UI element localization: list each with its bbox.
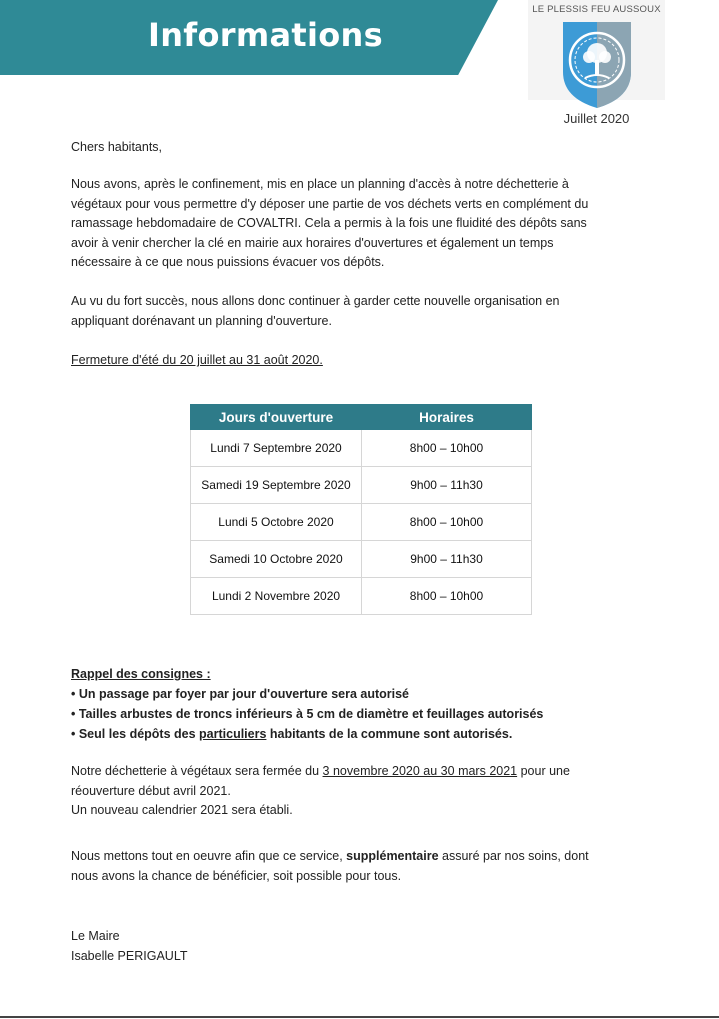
rule-item: • Tailles arbustes de troncs inférieurs à 5 cm de diamètre et feuillages autorisés [71,707,544,721]
continuation-paragraph: Au vu du fort succès, nous allons donc continuer à garder cette nouvelle organisation en appliquant dorénavant un planning d'ouverture. [71,294,560,328]
closing-emphasis: supplémentaire [346,849,439,863]
opening-hours: 9h00 – 11h30 [362,541,532,578]
rule-text: habitants de la commune sont autorisés. [266,727,513,741]
opening-day: Samedi 19 Septembre 2020 [191,467,362,504]
rules-title: Rappel des consignes : [71,667,211,681]
closing-paragraph [71,847,616,886]
table-row [191,430,532,467]
commune-logo [528,0,665,100]
tree-shield-icon [561,20,633,110]
column-header-days: Jours d'ouverture [191,405,362,430]
opening-hours: 8h00 – 10h00 [362,578,532,615]
winter-dates: 3 novembre 2020 au 30 mars 2021 [322,764,518,778]
closing-text: Nous mettons tout en oeuvre afin que ce service, [71,849,347,863]
page-title: Informations [148,16,383,54]
rule-text: • Seul les dépôts des [71,727,200,741]
issue-date: Juillet 2020 [563,111,630,126]
calendar-note: Un nouveau calendrier 2021 sera établi. [71,803,293,817]
column-header-hours: Horaires [362,405,532,430]
winter-text: pour une réouverture début avril 2021. [71,764,570,798]
table-header-row [191,405,532,430]
table-row [191,541,532,578]
rule-item [71,725,616,745]
opening-day: Lundi 7 Septembre 2020 [191,430,362,467]
winter-text: Notre déchetterie à végétaux sera fermée du [71,764,323,778]
commune-name: LE PLESSIS FEU AUSSOUX [532,4,661,15]
summer-closure: Fermeture d'été du 20 juillet au 31 août 2020. [71,353,323,367]
opening-hours: 9h00 – 11h30 [362,467,532,504]
schedule-table [190,404,532,615]
table-row [191,504,532,541]
signature-name: Isabelle PERIGAULT [71,949,188,963]
intro-paragraph: Nous avons, après le confinement, mis en place un planning d'accès à notre déchetterie à végétaux pour vous permettre d'y déposer une partie de vos déchets verts en complément du ramassage hebdomadaire de COVALTRI. Cela a permis à la fois une fluidité des dépôts sans avoir à venir chercher la clé en mairie aux horaires d'ouvertures et également un temps nécessaire à ce que nous puissions évacuer vos dépôts. [71,177,589,269]
signature-role: Le Maire [71,929,120,943]
table-row [191,578,532,615]
opening-day: Samedi 10 Octobre 2020 [191,541,362,578]
opening-day: Lundi 2 Novembre 2020 [191,578,362,615]
table-row [191,467,532,504]
rule-item: • Un passage par foyer par jour d'ouverture sera autorisé [71,687,410,701]
closing-text: assuré par nos soins, dont nous avons la chance de bénéficier, soit possible pour tous. [71,849,589,883]
page-bottom-divider [0,1016,719,1018]
winter-closure-paragraph [71,762,616,801]
opening-day: Lundi 5 Octobre 2020 [191,504,362,541]
greeting: Chers habitants, [71,140,163,154]
opening-hours: 8h00 – 10h00 [362,504,532,541]
rule-emphasis: particuliers [199,727,267,741]
opening-hours: 8h00 – 10h00 [362,430,532,467]
